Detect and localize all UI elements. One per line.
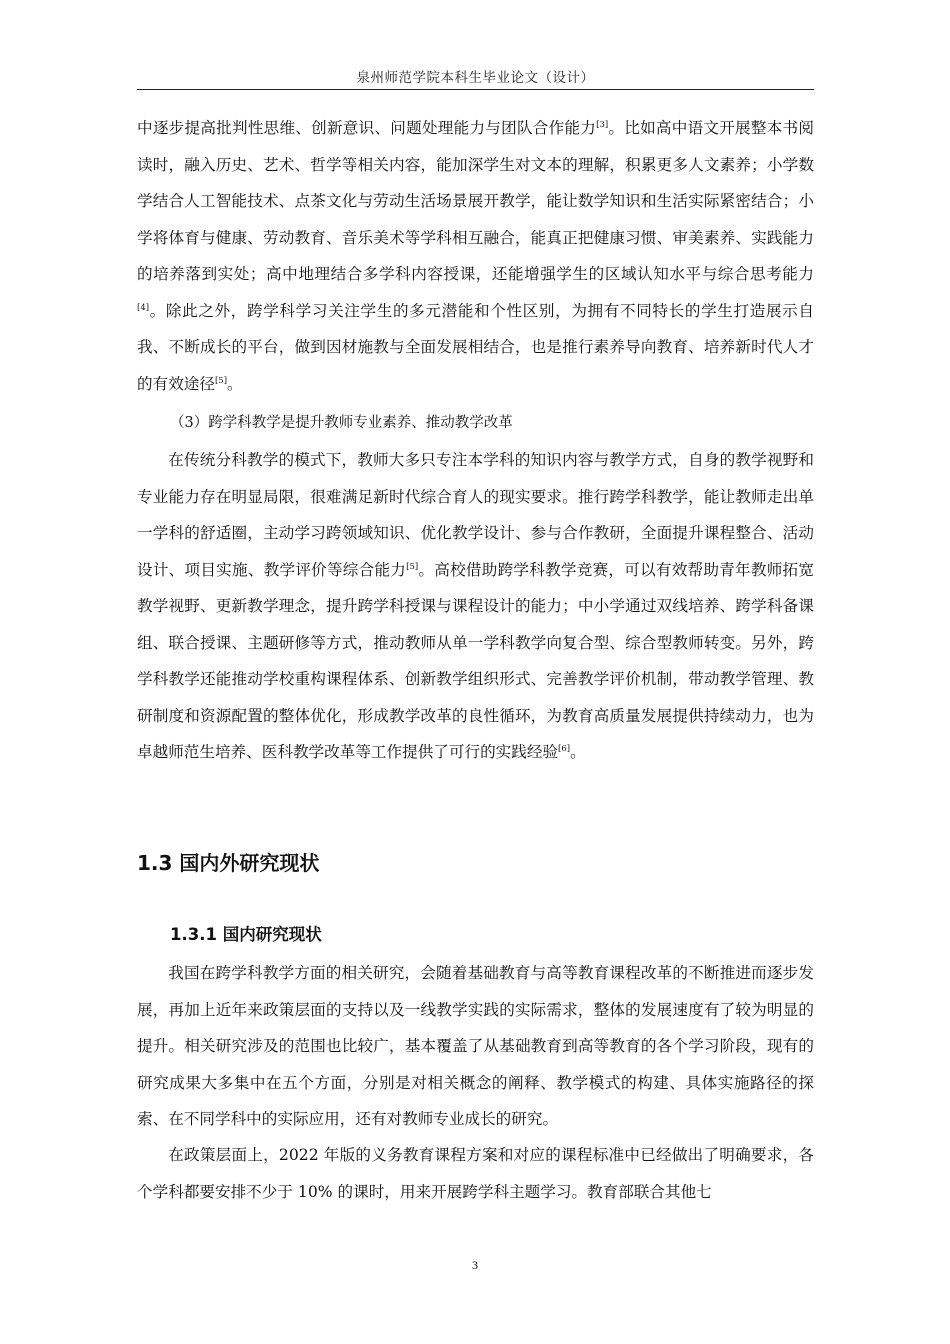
paragraph-text: 。 <box>570 743 586 761</box>
paragraph-3 <box>137 955 814 1138</box>
paragraph-1 <box>137 110 814 402</box>
paragraph-text: 我国在跨学科教学方面的相关研究，会随着基础教育与高等教育课程改革的不断推进而逐步发展，再加上近年来政策层面的支持以及一线教学实践的实际需求，整体的发展速度有了较为明显的提升。相关研究涉及的范围也比较广，基本覆盖了从基础教育到高等教育的各个学习阶段，现有的研究成果大多集中在五个方面，分别是对相关概念的阐释、教学模式的构建、具体实施路径的探索、在不同学科中的实际应用，还有对教师专业成长的研究。 <box>137 964 814 1128</box>
paragraph-text: 。 <box>227 374 243 393</box>
citation-ref[interactable]: [6] <box>558 743 571 754</box>
page-number: 3 <box>472 1258 478 1272</box>
paragraph-4 <box>137 1137 814 1210</box>
citation-ref[interactable]: [3] <box>596 119 609 130</box>
paragraph-text: 。比如高中语文开展整本书阅读时，融入历史、艺术、哲学等相关内容，能加深学生对文本的理解，积累更多人文素养；小学数学结合人工智能技术、点茶文化与劳动生活场景展开教学，能让数学知识和生活实际紧密结合；小学将体育与健康、劳动教育、音乐美术等学科相互融合，能真正把健康习惯、审美素养、实践能力的培养落到实处；高中地理结合多学科内容授课，还能增强学生的区域认知水平与综合思考能力 <box>137 119 814 283</box>
section-heading: 1.3 国内外研究现状 <box>137 851 320 875</box>
subsection-heading: 1.3.1 国内研究现状 <box>170 925 322 944</box>
paragraph-2 <box>137 442 814 771</box>
subsection-heading: （3）跨学科教学是提升教师专业素养、推动教学改革 <box>170 415 513 431</box>
header-divider <box>137 89 814 90</box>
citation-ref[interactable]: [4] <box>137 302 150 313</box>
running-header: 泉州师范学院本科生毕业论文（设计） <box>356 70 595 86</box>
paragraph-text: 中逐步提高批判性思维、创新意识、问题处理能力与团队合作能力 <box>137 119 597 137</box>
paragraph-text: 。高校借助跨学科教学竞赛，可以有效帮助青年教师拓宽教学视野、更新教学理念，提升跨学科授课与课程设计的能力；中小学通过双线培养、跨学科备课组、联合授课、主题研修等方式，推动教师从单一学科教学向复合型、综合型教师转变。另外，跨学科教学还能推动学校重构课程体系、创新教学组织形式、完善教学评价机制，带动教学管理、教研制度和资源配置的整体优化，形成教学改革的良性循环，为教育高质量发展提供持续动力，也为卓越师范生培养、医科教学改革等工作提供了可行的实践经验 <box>137 560 814 761</box>
citation-ref[interactable]: [5] <box>214 375 228 386</box>
paragraph-text: 在政策层面上，2022 年版的义务教育课程方案和对应的课程标准中已经做出了明确要求，各个学科都要安排不少于 10% 的课时，用来开展跨学科主题学习。教育部联合其他七 <box>137 1146 814 1201</box>
citation-ref[interactable]: [5] <box>406 561 419 572</box>
paragraph-text: 在传统分科教学的模式下，教师大多只专注本学科的知识内容与教学方式，自身的教学视野和专业能力存在明显局限，很难满足新时代综合育人的现实要求。推行跨学科教学，能让教师走出单一学科的舒适圈，主动学习跨领域知识、优化教学设计、参与合作教研，全面提升课程整合、活动设计、项目实施、教学评价等综合能力 <box>137 451 814 579</box>
paragraph-text: 。除此之外，跨学科学习关注学生的多元潜能和个性区别，为拥有不同特长的学生打造展示自我、不断成长的平台，做到因材施教与全面发展相结合，也是推行素养导向教育、培养新时代人才的有效途径 <box>137 301 814 393</box>
